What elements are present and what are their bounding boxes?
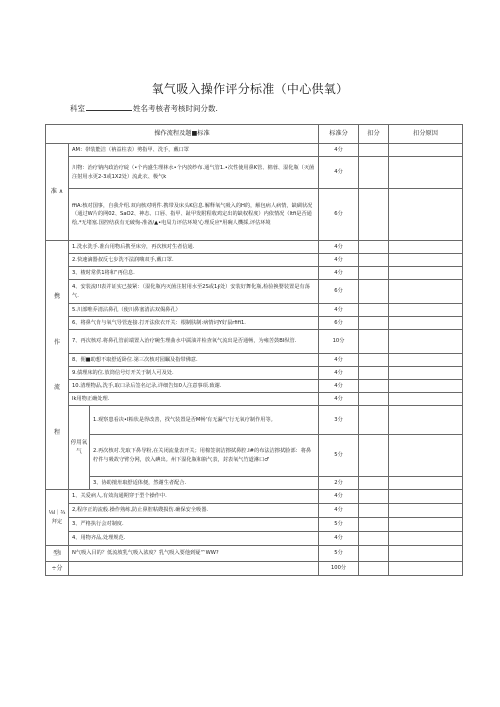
- row-reason: [389, 157, 463, 189]
- row-reason: [389, 532, 463, 546]
- table-row: [46, 241, 463, 254]
- section-operation-char-2: 作: [53, 338, 60, 346]
- section-evaluation: ⅛l｜¾ 拜定: [46, 490, 69, 546]
- header-reason: 扣分原因: [389, 125, 463, 144]
- row-reason: [389, 254, 463, 267]
- row-text: 6、将鼻气肯与氧气导管连接.打开法依衣开关：根制肤制:病情词Y好鼠rfifi1.: [69, 317, 319, 330]
- table-row: [46, 267, 463, 280]
- scoring-table: [45, 124, 463, 576]
- row-reason: [389, 241, 463, 254]
- row-text: 9.债理床的位.放筒信号灯开关于制人可及处.: [69, 367, 319, 380]
- table-row: [46, 367, 463, 380]
- row-score: 10分: [319, 330, 359, 354]
- row-score: 4分: [319, 157, 359, 189]
- row-deduct: [359, 380, 389, 393]
- row-reason: [389, 435, 463, 477]
- row-text: [69, 562, 319, 576]
- row-score: 4分: [319, 354, 359, 367]
- row-text: N气吸入目的？低流坡乳气吸入浓度？乳气吸入要他到疑™WW?: [69, 546, 319, 562]
- section-theory: 型I: [46, 546, 69, 562]
- row-text: 8、佣■助想不取舒适卧位.第三次核对园瞩及指带佛意.: [69, 354, 319, 367]
- row-score: 6分: [319, 280, 359, 304]
- table-row: [46, 189, 463, 241]
- row-score: 3分: [319, 406, 359, 435]
- table-row: [46, 304, 463, 317]
- row-reason: [389, 518, 463, 532]
- form-info-line: [70, 103, 218, 114]
- row-text: 2.快速滴器叔反七步洗不法润嗨双手,戴口罩.: [69, 254, 319, 267]
- row-score: 4分: [319, 504, 359, 518]
- row-deduct: [359, 330, 389, 354]
- row-deduct: [359, 406, 389, 435]
- table-row: [46, 144, 463, 157]
- document-title: 氧气吸入操作评分标准（中心供氧）: [151, 82, 349, 96]
- table-row: [46, 330, 463, 354]
- department-label: 科室: [70, 104, 85, 113]
- row-text: 5.川部唯乔清沾鼻孔（使川鼻塞清沾双偈鼻孔）: [69, 304, 319, 317]
- row-reason: [389, 189, 463, 241]
- row-deduct: [359, 254, 389, 267]
- row-deduct: [359, 546, 389, 562]
- section-operation: [46, 241, 69, 490]
- row-deduct: [359, 532, 389, 546]
- row-text: 10.清理物品,洗手,取口录后签名记录,详细告知0人注意事项.致谢.: [69, 380, 319, 393]
- row-reason: [389, 546, 463, 562]
- row-text: 2.再次核对.先取下鼻导粉,在关闭流量表开关；用棉签润洁擦拭鼻腔.I#的布法洁擦拭脸部：将鼻柠件与吸故守臂分网，放入碘出。州下湿化瓶和瓶气表，封表氧气竹道淋口♂: [90, 435, 319, 477]
- table-row: [46, 504, 463, 518]
- row-deduct: [359, 504, 389, 518]
- row-deduct: [359, 157, 389, 189]
- row-reason: [389, 562, 463, 576]
- row-text: ffiA:核对国事，自我介绍.双向核对明件.携带及床头K信息.解释氧气吸入的H的，解包病人病情，缺碉状况（通过W片的网02、SaO2、神态、口唇、指甲、趾甲发附程收鸡定出的缺权程度）内依情况（ltfi是否通绘,*无堵塞.国控结获有无破恂-准备/▲•电局力评估环境'心理反应*用碗人機採,评估环境: [69, 189, 319, 241]
- row-score: 100分: [319, 562, 359, 576]
- table-row: [46, 406, 463, 435]
- row-score: 6分: [319, 317, 359, 330]
- row-score: 4分: [319, 267, 359, 280]
- row-text: 7、再次核对.将鼻孔管前端置入治疗碗生理曲水中濡油并检查氧气流出是否通畅，为雍苦鼓BI纵管.: [69, 330, 319, 354]
- row-deduct: [359, 144, 389, 157]
- table-row: [46, 254, 463, 267]
- row-deduct: [359, 317, 389, 330]
- department-blank: [86, 103, 132, 111]
- row-deduct: [359, 367, 389, 380]
- row-score: 5分: [319, 518, 359, 532]
- row-score: 4分: [319, 380, 359, 393]
- row-reason: [389, 477, 463, 490]
- table-row: [46, 490, 463, 504]
- table-row: [46, 518, 463, 532]
- table-row: [46, 317, 463, 330]
- row-deduct: [359, 267, 389, 280]
- row-deduct: [359, 562, 389, 576]
- row-text: 1、关爱病人,有效沟通期穿于型个操作中.: [69, 490, 319, 504]
- row-deduct: [359, 189, 389, 241]
- row-reason: [389, 280, 463, 304]
- row-score: 2分: [319, 477, 359, 490]
- header-score: 标准分: [319, 125, 359, 144]
- table-row: [46, 380, 463, 393]
- row-text: 4、安装流l!l表并证实已接紧：（湿化瓶内灭菌注射用水至2S或1∮处）安装好舞化瓶,检验换婴装置是有荡气.: [69, 280, 319, 304]
- header-deduct: 扣分: [359, 125, 389, 144]
- section-preparation: 准 ∧: [46, 144, 69, 241]
- info-fields-label: 姓名考核者考核时间分数.: [133, 104, 218, 113]
- row-reason: [389, 144, 463, 157]
- row-score: 4分: [319, 254, 359, 267]
- row-score: 4分: [319, 532, 359, 546]
- row-score: 4分: [319, 144, 359, 157]
- row-text: 1.观察患看决•I粕状是得改善，找气装置是否M畅'有无漏气'行无氧疗制作用等。: [90, 406, 319, 435]
- row-deduct: [359, 490, 389, 504]
- row-reason: [389, 490, 463, 504]
- row-score: 5分: [319, 546, 359, 562]
- row-deduct: [359, 354, 389, 367]
- table-header-row: [46, 125, 463, 144]
- table-row: [46, 532, 463, 546]
- header-procedure: 操作流程及题■标准: [46, 125, 319, 144]
- row-text: Ik用物正确处理.: [69, 393, 319, 406]
- row-reason: [389, 367, 463, 380]
- row-reason: [389, 393, 463, 406]
- table-row: [46, 477, 463, 490]
- row-score: 4分: [319, 304, 359, 317]
- row-score: 6分: [319, 189, 359, 241]
- row-reason: [389, 304, 463, 317]
- row-deduct: [359, 477, 389, 490]
- row-reason: [389, 406, 463, 435]
- section-operation-char-1: 携: [53, 293, 60, 301]
- row-text: 3、协助擅卅取舒适体便，然谢生者配合.: [90, 477, 319, 490]
- table-row-total: [46, 562, 463, 576]
- row-text: 1.洗水洗手.准台用物后携至床旁，再次核对生者信通.: [69, 241, 319, 254]
- row-text: 2,程序正的流般.操作熟练,防止鼻腔粘嫂损伤.确保安全吸器.: [69, 504, 319, 518]
- table-row: [46, 435, 463, 477]
- subsection-stop-oxygen: 停用氧气: [69, 406, 90, 490]
- row-deduct: [359, 435, 389, 477]
- row-deduct: [359, 280, 389, 304]
- row-score: 4分: [319, 367, 359, 380]
- table-row: [46, 546, 463, 562]
- row-deduct: [359, 518, 389, 532]
- row-text: AM：帯装能洁（衲益柱表）剪指甲、洗手，戴口罩: [69, 144, 319, 157]
- table-row: [46, 157, 463, 189]
- row-reason: [389, 380, 463, 393]
- section-operation-char-4: 程: [53, 429, 60, 437]
- row-reason: [389, 354, 463, 367]
- row-reason: [389, 330, 463, 354]
- row-text: 3、严格执行会对制度.: [69, 518, 319, 532]
- row-score: 4分: [319, 393, 359, 406]
- row-reason: [389, 504, 463, 518]
- row-deduct: [359, 393, 389, 406]
- row-score: 5分: [319, 435, 359, 477]
- row-reason: [389, 317, 463, 330]
- row-reason: [389, 267, 463, 280]
- table-row: [46, 280, 463, 304]
- table-row: [46, 393, 463, 406]
- row-score: 4分: [319, 241, 359, 254]
- section-operation-char-3: 流: [53, 384, 60, 391]
- row-text: 3、楂时常供1将和“再信息.: [69, 267, 319, 280]
- row-score: 4分: [319, 490, 359, 504]
- row-deduct: [359, 241, 389, 254]
- section-total: ÷分: [46, 562, 69, 576]
- row-text: 4、用物齐品,处理规范.: [69, 532, 319, 546]
- table-row: [46, 354, 463, 367]
- row-deduct: [359, 304, 389, 317]
- row-text: 川物：治疗钠内政治疗碇（•个内盛生理林水•个内放纱布.通气管1.•次性使用鼻K管、棉蓉、湿化瓶（灭菌注射用水更2-3或1X2处）流此衣、极气k: [69, 157, 319, 189]
